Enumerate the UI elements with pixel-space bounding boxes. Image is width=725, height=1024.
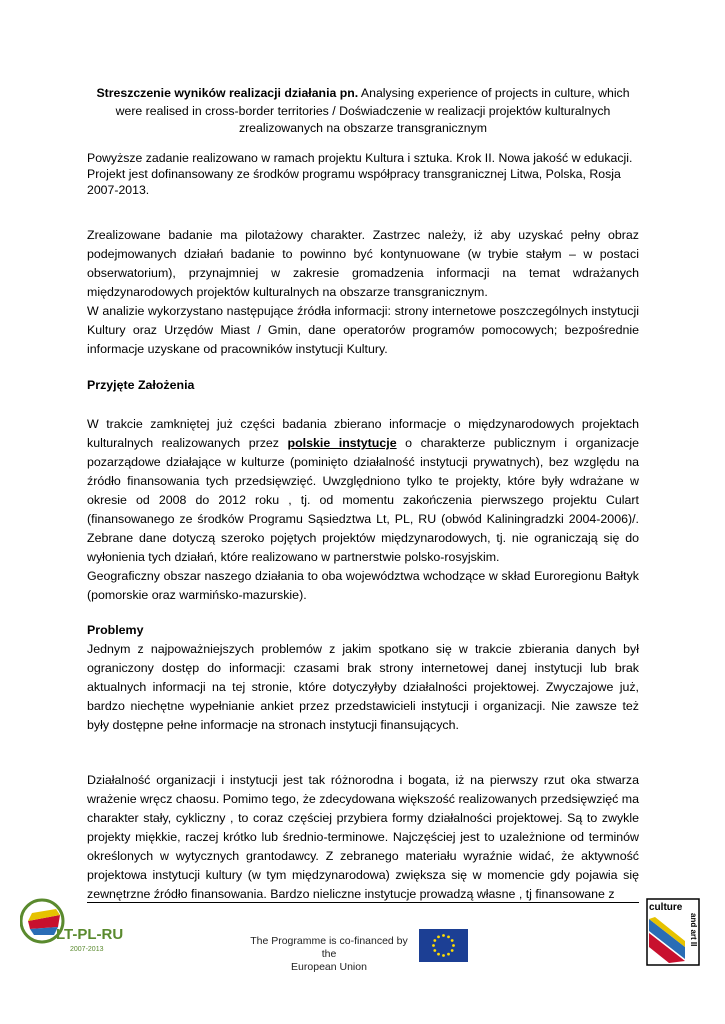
title-bold: Streszczenie wyników realizacji działania pn. — [96, 86, 359, 100]
eu-flag-icon — [419, 929, 468, 962]
section-assumptions — [87, 415, 639, 605]
eu-star-icon — [433, 939, 436, 942]
paragraph: W analizie wykorzystano następujące źródła informacji: strony internetowe poszczególnych instytucji Kultury oraz Urzędów Miast / Gmin, dane operatorów programów pomocowych; bezpośrednie informacje uzyskane od pracowników instytucji Kultury. — [87, 304, 639, 356]
eu-star-icon — [437, 935, 440, 938]
eu-star-icon — [442, 954, 445, 957]
underlined-term: polskie instytucje — [287, 436, 397, 450]
eu-star-icon — [447, 935, 450, 938]
title-rest: Analysing experience of projects in culture, which were realised in cross-border territories / Doświadczenie w realizacji projektów kulturalnych zrealizowanych na obszarze transgranicznym — [115, 86, 630, 135]
eu-star-icon — [432, 944, 435, 947]
paragraph: Geograficzny obszar naszego działania to oba województwa wchodzące w skład Euroregionu Bałtyk (pomorskie oraz warmińsko-mazurskie). — [87, 569, 639, 602]
funding-note — [244, 935, 414, 974]
intro-line: Powyższe zadanie realizowano w ramach projektu Kultura i sztuka. Krok II. Nowa jakość w edukacji. — [87, 151, 633, 165]
text-run: W trakcie zamkniętej już części badania zbierano informacje o międzynarodowych projektach kulturalnych realizowanych przez — [87, 417, 639, 450]
eu-star-icon — [452, 944, 455, 947]
ltplru-name: LT-PL-RU — [56, 926, 124, 943]
eu-star-icon — [447, 953, 450, 956]
paragraph: Zrealizowane badanie ma pilotażowy charakter. Zastrzec należy, iż aby uzyskać pełny obraz podejmowanych działań badanie to powinno być kontynuowane (w trybie stałym – w postaci obserwatorium), przynajmniej w zakresie gromadzenia informacji na temat wdrażanych międzynarodowych projektów kulturalnych na obszarze transgranicznym. — [87, 228, 639, 299]
intro-block — [87, 150, 647, 198]
section-problems-continued — [87, 771, 639, 904]
eu-flag-field — [419, 929, 468, 962]
funding-line: The Programme is co-financed by the — [250, 935, 408, 960]
eu-star-icon — [442, 934, 445, 937]
intro-line: 2007-2013. — [87, 183, 150, 197]
culture-word: culture — [649, 902, 683, 913]
funding-line: European Union — [291, 961, 367, 973]
heading-problems: Problemy — [87, 623, 144, 637]
culture-and-art-logo — [645, 897, 701, 967]
ltplru-years: 2007-2013 — [70, 946, 104, 953]
document-title — [84, 85, 642, 138]
eu-star-icon — [433, 949, 436, 952]
footer-divider — [87, 902, 639, 903]
ltplru-logo — [20, 895, 130, 957]
and-art-word: and art II — [689, 913, 698, 947]
eu-star-icon — [437, 953, 440, 956]
paragraph — [87, 415, 639, 567]
paragraph: Działalność organizacji i instytucji jest tak różnorodna i bogata, iż na pierwszy rzut oka stwarza wrażenie wręcz chaosu. Pomimo tego, że zdecydowana większość realizowanych przedsięwzięć ma charakter stały, cykliczny , to coraz częściej przybiera formy działalności projektowej. Są to zwykle projekty miękkie, raczej krótko lub średnio-terminowe. Najczęściej jest to uzależnione od terminów określonych w wytycznych grantodawcy. Z zebranego materiału wyraźnie widać, że aktywność projektowa instytucji kultury (w tym międzynarodowa) zwiększa się w momencie gdy pojawia się zewnętrzne źródło finansowania. Bardzo nieliczne instytucje prowadzą własne , tj finansowane z — [87, 773, 639, 901]
paragraph: Jednym z najpoważniejszych problemów z jakim spotkano się w trakcie zbierania danych był ograniczony dostęp do informacji: czasami brak strony internetowej danej instytucji lub brak aktualnych informacji na tej stronie, które dotyczyłyby działalności projektowej. Zwyczajowe już, bardzo niechętne wypełnianie ankiet przez przedstawicieli instytucji i organizacji. Nie zawsze też były dostępne pełne informacje na stronach instytucji finansujących. — [87, 642, 639, 732]
eu-star-icon — [451, 939, 454, 942]
section-problems — [87, 640, 639, 735]
section-intro-text — [87, 226, 639, 359]
intro-line: Projekt jest dofinansowany ze środków programu współpracy transgranicznej Litwa, Polska, Rosja — [87, 167, 621, 181]
heading-assumptions: Przyjęte Założenia — [87, 378, 195, 392]
text-run: o charakterze publicznym i organizacje pozarządowe działające w kulturze (pominięto działalność instytucji prywatnych), bez względu na źródło finansowania tych przedsięwzięć. Uwzględniono tylko te projekty, które były wdrażane w okresie od 2008 do 2012 roku , tj. od momentu zakończenia pierwszego projektu Culart (finansowanego ze środków Programu Sąsiedztwa Lt, PL, RU (obwód Kaliningradzki 2004-2006)/. Zebrane dane dotyczą szeroko pojętych projektów międzynarodowych, tj. nie ograniczają się do wyłonienia tych działań, które realizowano w partnerstwie polsko-rosyjskim. — [87, 436, 639, 564]
eu-star-icon — [451, 949, 454, 952]
